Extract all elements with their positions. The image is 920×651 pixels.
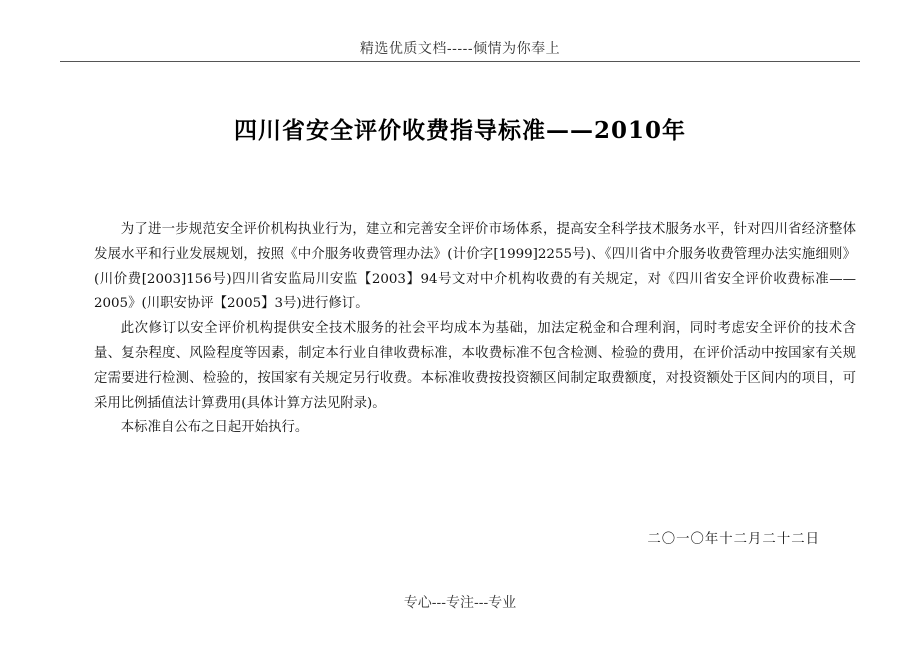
paragraph-revision: 此次修订以安全评价机构提供安全技术服务的社会平均成本为基础，加法定税金和合理利润，同时考虑安全评价的技术含量、复杂程度、风险程度等因素，制定本行业自律收费标准，本收费标准不包含检测、检验的费用，在评价活动中按国家有关规定需要进行检测、检验的，按国家有关规定另行收费。本标准收费按投资额区间制定取费额度，对投资额处于区间内的项目，可采用比例插值法计算费用(具体计算方法见附录)。 bbox=[94, 321, 856, 411]
document-date: 二〇一〇年十二月二十二日 bbox=[647, 532, 820, 547]
document-body bbox=[94, 218, 856, 441]
page-header: 精选优质文档-----倾情为你奉上 bbox=[359, 41, 561, 57]
document-title: 四川省安全评价收费指导标准——2010年 bbox=[233, 117, 686, 144]
header-divider bbox=[60, 61, 860, 62]
paragraph-effective: 本标准自公布之日起开始执行。 bbox=[120, 420, 309, 436]
paragraph-intro: 为了进一步规范安全评价机构执业行为，建立和完善安全评价市场体系，提高安全科学技术服务水平，针对四川省经济整体发展水平和行业发展规划，按照《中介服务收费管理办法》(计价字[1999]2255号)、《四川省中介服务收费管理办法实施细则》(川价费[2003]156号)四川省安监局川安监【2003】94号文对中介机构收费的有关规定，对《四川省安全评价收费标准——2005》(川职安协评【2005】3号)进行修订。 bbox=[94, 222, 856, 312]
page-footer: 专心---专注---专业 bbox=[403, 595, 517, 611]
